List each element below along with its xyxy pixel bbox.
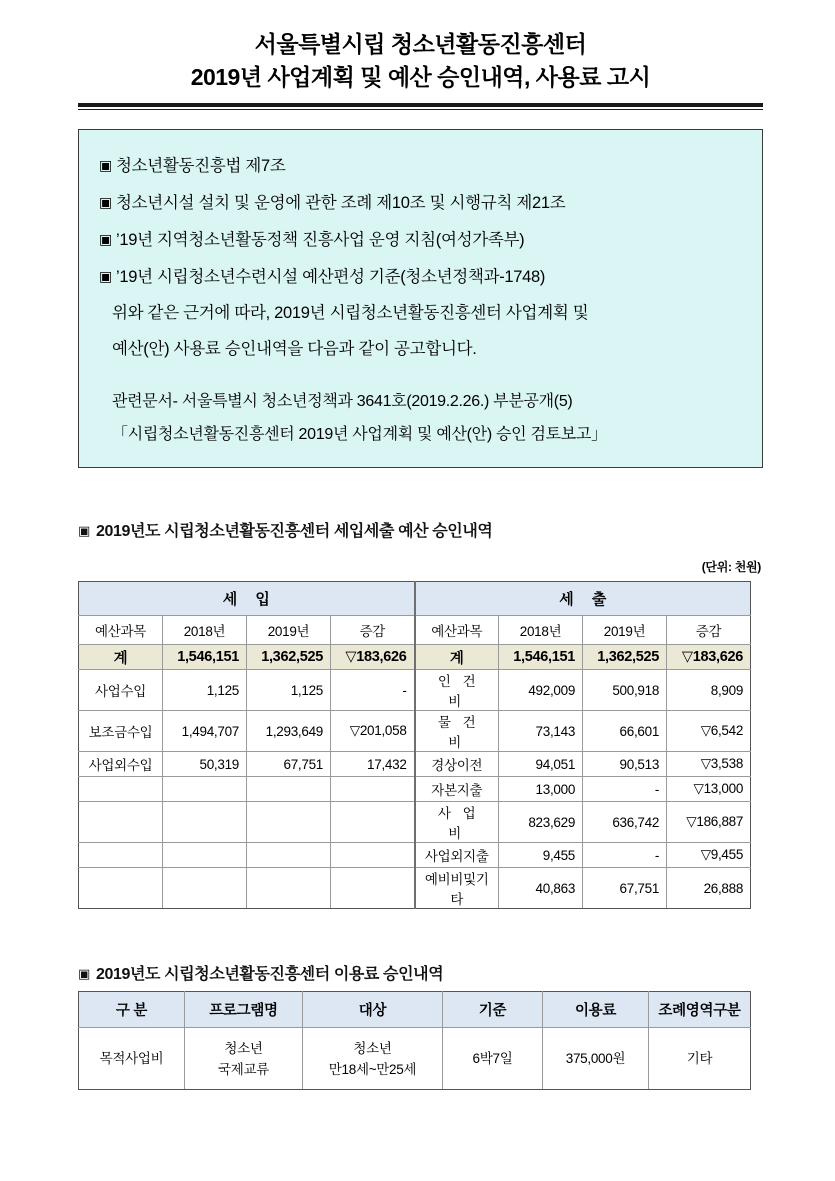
table-row (79, 843, 751, 868)
fee-section-heading-text: 2019년도 시립청소년활동진흥센터 이용료 승인내역 (96, 966, 444, 983)
expenditure-change: 8,909 (667, 670, 751, 711)
table-row (79, 670, 751, 711)
expenditure-2018: 492,009 (499, 670, 583, 711)
expenditure-2018: 823,629 (499, 802, 583, 843)
revenue-2018 (163, 868, 247, 909)
square-bullet-icon: ▣ (99, 194, 112, 210)
table-row (79, 645, 751, 670)
announcement-paragraph-line-2: 예산(안) 사용료 승인내역을 다음과 같이 공고합니다. (112, 340, 477, 358)
expenditure-2019: 90,513 (583, 752, 667, 777)
revenue-category (79, 777, 163, 802)
title-divider (78, 103, 763, 110)
budget-section-heading (78, 518, 763, 541)
revenue-change (331, 802, 415, 843)
revenue-2018: 1,546,151 (163, 645, 247, 670)
revenue-2018 (163, 802, 247, 843)
revenue-change: 17,432 (331, 752, 415, 777)
square-bullet-icon: ▣ (99, 268, 112, 284)
table-row (79, 1028, 751, 1090)
title-line-1: 서울특별시립 청소년활동진흥센터 (254, 31, 587, 57)
legal-basis-box (78, 129, 763, 468)
revenue-2019 (247, 843, 331, 868)
fee-program-line-2: 국제교류 (218, 1061, 269, 1077)
legal-basis-item (99, 221, 742, 258)
revenue-2018 (163, 843, 247, 868)
legal-basis-item-text: 청소년활동진흥법 제7조 (116, 157, 286, 175)
legal-basis-item-text: 청소년시설 설치 및 운영에 관한 조례 제10조 및 시행규칙 제21조 (116, 194, 566, 212)
revenue-category: 사업수입 (79, 670, 163, 711)
revenue-change (331, 777, 415, 802)
budget-unit-note: (단위: 천원) (701, 560, 761, 574)
table-row (79, 752, 751, 777)
section-spacer (78, 468, 763, 518)
table-row (79, 777, 751, 802)
table-row (79, 711, 751, 752)
fee-table-wrapper (78, 991, 763, 1090)
fee-program-line-1: 청소년 (224, 1040, 263, 1056)
expenditure-change: ▽183,626 (667, 645, 751, 670)
expenditure-2018: 73,143 (499, 711, 583, 752)
expenditure-category: 경상이전 (415, 752, 499, 777)
expenditure-category: 사업외지출 (415, 843, 499, 868)
column-header-target: 대상 (303, 992, 443, 1028)
column-header-fee: 이용료 (543, 992, 649, 1028)
table-row (79, 868, 751, 909)
group-header-revenue: 세 입 (79, 582, 415, 616)
expenditure-2018: 1,546,151 (499, 645, 583, 670)
expenditure-2018: 9,455 (499, 843, 583, 868)
expenditure-change: ▽186,887 (667, 802, 751, 843)
budget-table (78, 581, 751, 909)
column-header-revenue-category: 예산과목 (79, 616, 163, 645)
revenue-2019: 1,362,525 (247, 645, 331, 670)
expenditure-category: 물 건 비 (415, 711, 499, 752)
expenditure-category: 예비비및기타 (415, 868, 499, 909)
expenditure-2019: - (583, 843, 667, 868)
budget-section-heading-text: 2019년도 시립청소년활동진흥센터 세입세출 예산 승인내역 (96, 523, 493, 540)
revenue-2019 (247, 868, 331, 909)
document-title (78, 28, 763, 94)
section-spacer (78, 909, 763, 961)
column-header-expenditure-category: 예산과목 (415, 616, 499, 645)
column-header-ordinance: 조례영역구분 (649, 992, 751, 1028)
expenditure-category: 사 업 비 (415, 802, 499, 843)
column-header-expenditure-change: 증감 (667, 616, 751, 645)
group-header-expenditure: 세 출 (415, 582, 751, 616)
expenditure-change: ▽13,000 (667, 777, 751, 802)
revenue-category (79, 802, 163, 843)
revenue-2019: 1,293,649 (247, 711, 331, 752)
column-header-expenditure-2019: 2019년 (583, 616, 667, 645)
title-line-2: 2019년 사업계획 및 예산 승인내역, 사용료 고시 (190, 64, 651, 90)
expenditure-change: 26,888 (667, 868, 751, 909)
expenditure-2018: 94,051 (499, 752, 583, 777)
fee-table (78, 991, 751, 1090)
expenditure-2019: 636,742 (583, 802, 667, 843)
revenue-change (331, 843, 415, 868)
legal-basis-item (99, 258, 742, 295)
revenue-change: ▽183,626 (331, 645, 415, 670)
fee-ordinance: 기타 (649, 1028, 751, 1090)
column-header-program: 프로그램명 (185, 992, 303, 1028)
table-column-header-row (79, 992, 751, 1028)
expenditure-change: ▽9,455 (667, 843, 751, 868)
table-row (79, 802, 751, 843)
fee-target (303, 1028, 443, 1090)
legal-basis-item (99, 147, 742, 184)
revenue-2019: 67,751 (247, 752, 331, 777)
column-header-division: 구 분 (79, 992, 185, 1028)
fee-section-heading (78, 961, 763, 984)
expenditure-2019: 1,362,525 (583, 645, 667, 670)
paragraph-spacer (99, 367, 742, 385)
expenditure-change: ▽6,542 (667, 711, 751, 752)
announcement-paragraph-line-1: 위와 같은 근거에 따라, 2019년 시립청소년활동진흥센터 사업계획 및 (112, 304, 589, 322)
column-header-standard: 기준 (443, 992, 543, 1028)
revenue-2018 (163, 777, 247, 802)
table-column-header-row (79, 616, 751, 645)
revenue-change: ▽201,058 (331, 711, 415, 752)
revenue-2018: 1,494,707 (163, 711, 247, 752)
table-group-header-row (79, 582, 751, 616)
square-bullet-icon: ▣ (78, 966, 90, 981)
fee-target-line-2: 만18세~만25세 (328, 1061, 417, 1077)
expenditure-category: 자본지출 (415, 777, 499, 802)
revenue-2019 (247, 777, 331, 802)
related-document-line-2: 「시립청소년활동진흥센터 2019년 사업계획 및 예산(안) 승인 검토보고」 (112, 426, 607, 443)
revenue-2018: 50,319 (163, 752, 247, 777)
revenue-2019: 1,125 (247, 670, 331, 711)
expenditure-2018: 13,000 (499, 777, 583, 802)
revenue-category (79, 843, 163, 868)
column-header-revenue-2018: 2018년 (163, 616, 247, 645)
expenditure-2019: 500,918 (583, 670, 667, 711)
square-bullet-icon: ▣ (78, 523, 90, 538)
revenue-category: 사업외수입 (79, 752, 163, 777)
fee-division: 목적사업비 (79, 1028, 185, 1090)
expenditure-2018: 40,863 (499, 868, 583, 909)
square-bullet-icon: ▣ (99, 231, 112, 247)
legal-basis-item-text: ’19년 지역청소년활동정책 진흥사업 운영 지침(여성가족부) (116, 231, 525, 249)
fee-amount: 375,000원 (543, 1028, 649, 1090)
revenue-change (331, 868, 415, 909)
expenditure-2019: 66,601 (583, 711, 667, 752)
revenue-category (79, 868, 163, 909)
expenditure-category: 계 (415, 645, 499, 670)
fee-standard: 6박7일 (443, 1028, 543, 1090)
legal-basis-item-text: ’19년 시립청소년수련시설 예산편성 기준(청소년정책과-1748) (116, 268, 546, 286)
legal-basis-item (99, 184, 742, 221)
fee-target-line-1: 청소년 (353, 1040, 392, 1056)
expenditure-2019: - (583, 777, 667, 802)
column-header-revenue-2019: 2019년 (247, 616, 331, 645)
revenue-change: - (331, 670, 415, 711)
column-header-revenue-change: 증감 (331, 616, 415, 645)
square-bullet-icon: ▣ (99, 157, 112, 173)
revenue-2018: 1,125 (163, 670, 247, 711)
revenue-2019 (247, 802, 331, 843)
expenditure-2019: 67,751 (583, 868, 667, 909)
fee-program (185, 1028, 303, 1090)
column-header-expenditure-2018: 2018년 (499, 616, 583, 645)
related-document-line-1: 관련문서- 서울특별시 청소년정책과 3641호(2019.2.26.) 부분공개(5) (112, 393, 573, 410)
expenditure-change: ▽3,538 (667, 752, 751, 777)
revenue-category: 보조금수입 (79, 711, 163, 752)
revenue-category: 계 (79, 645, 163, 670)
expenditure-category: 인 건 비 (415, 670, 499, 711)
